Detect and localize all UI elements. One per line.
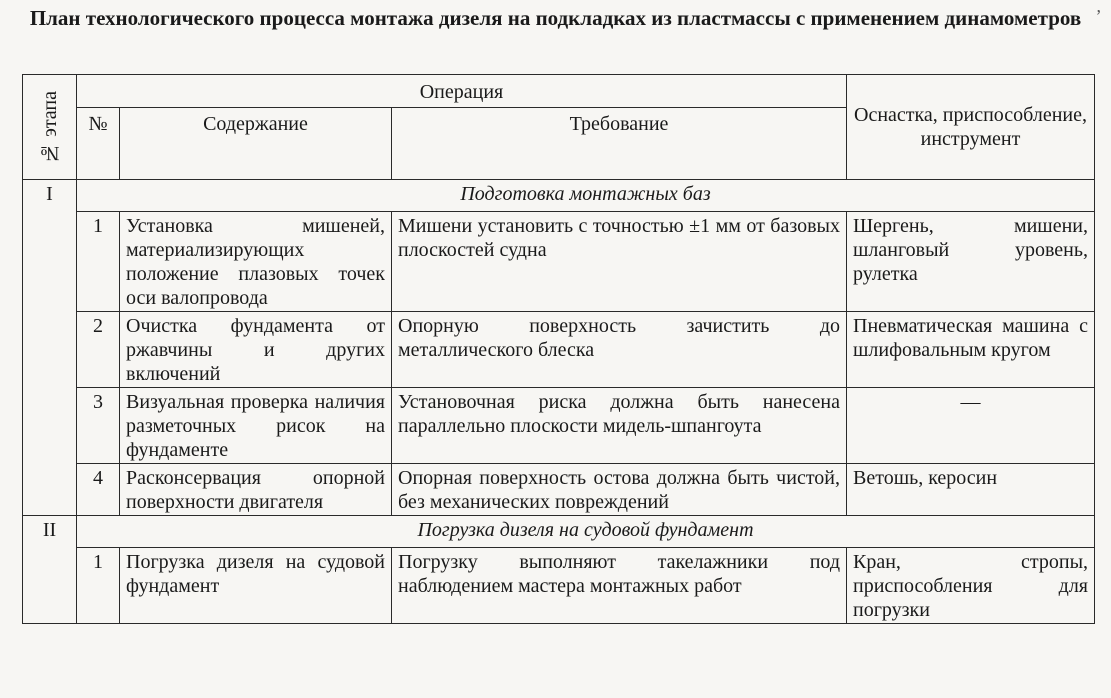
table-row (23, 312, 1095, 388)
table-row (23, 464, 1095, 516)
header-op-no: № (77, 108, 120, 180)
stage-number: II (23, 516, 77, 624)
op-equipment: Ветошь, керосин (847, 464, 1095, 516)
op-equipment: Кран, стропы, приспособления для погрузки (847, 548, 1095, 624)
op-content: Расконсервация опорной поверхности двигателя (120, 464, 392, 516)
op-number: 2 (77, 312, 120, 388)
stage-title: Подготовка монтажных баз (77, 180, 1095, 212)
op-equipment: Пневматическая машина с шлифовальным кругом (847, 312, 1095, 388)
op-requirement: Установочная риска должна быть нанесена параллельно плоскости мидель-шпангоута (392, 388, 847, 464)
stage-row (23, 180, 1095, 212)
op-requirement: Опорная поверхность остова должна быть чистой, без механических повреждений (392, 464, 847, 516)
op-number: 1 (77, 548, 120, 624)
op-equipment: — (847, 388, 1095, 464)
stage-row (23, 516, 1095, 548)
stage-number: I (23, 180, 77, 516)
header-equipment: Оснастка, приспособление, инструмент (847, 75, 1095, 180)
op-requirement: Опорную поверхность зачистить до металлического блеска (392, 312, 847, 388)
table-row (23, 548, 1095, 624)
op-equipment: Шергень, мишени, шланговый уровень, рулетка (847, 212, 1095, 312)
op-content: Визуальная проверка наличия разметочных рисок на фундаменте (120, 388, 392, 464)
op-requirement: Мишени установить с точностью ±1 мм от базовых плоскостей судна (392, 212, 847, 312)
header-operation: Операция (77, 75, 847, 108)
header-stage-no-label: № этапа (38, 90, 61, 164)
table-row (23, 212, 1095, 312)
op-content: Погрузка дизеля на судовой фундамент (120, 548, 392, 624)
op-number: 4 (77, 464, 120, 516)
header-stage-no (23, 75, 77, 180)
stage-title: Погрузка дизеля на судовой фундамент (77, 516, 1095, 548)
process-plan-table (22, 74, 1095, 624)
op-number: 1 (77, 212, 120, 312)
op-requirement: Погрузку выполняют такелажники под наблюдением мастера монтажных работ (392, 548, 847, 624)
document-title: План технологического процесса монтажа дизеля на подкладках из пластмассы с применением динамометров (29, 6, 1082, 30)
table-row (23, 388, 1095, 464)
op-number: 3 (77, 388, 120, 464)
corner-mark: , (1096, 0, 1101, 16)
header-content: Содержание (120, 108, 392, 180)
op-content: Установка мишеней, материализирующих положение плазовых точек оси валопровода (120, 212, 392, 312)
header-row-1 (23, 75, 1095, 108)
header-requirement: Требование (392, 108, 847, 180)
op-content: Очистка фундамента от ржавчины и других включений (120, 312, 392, 388)
